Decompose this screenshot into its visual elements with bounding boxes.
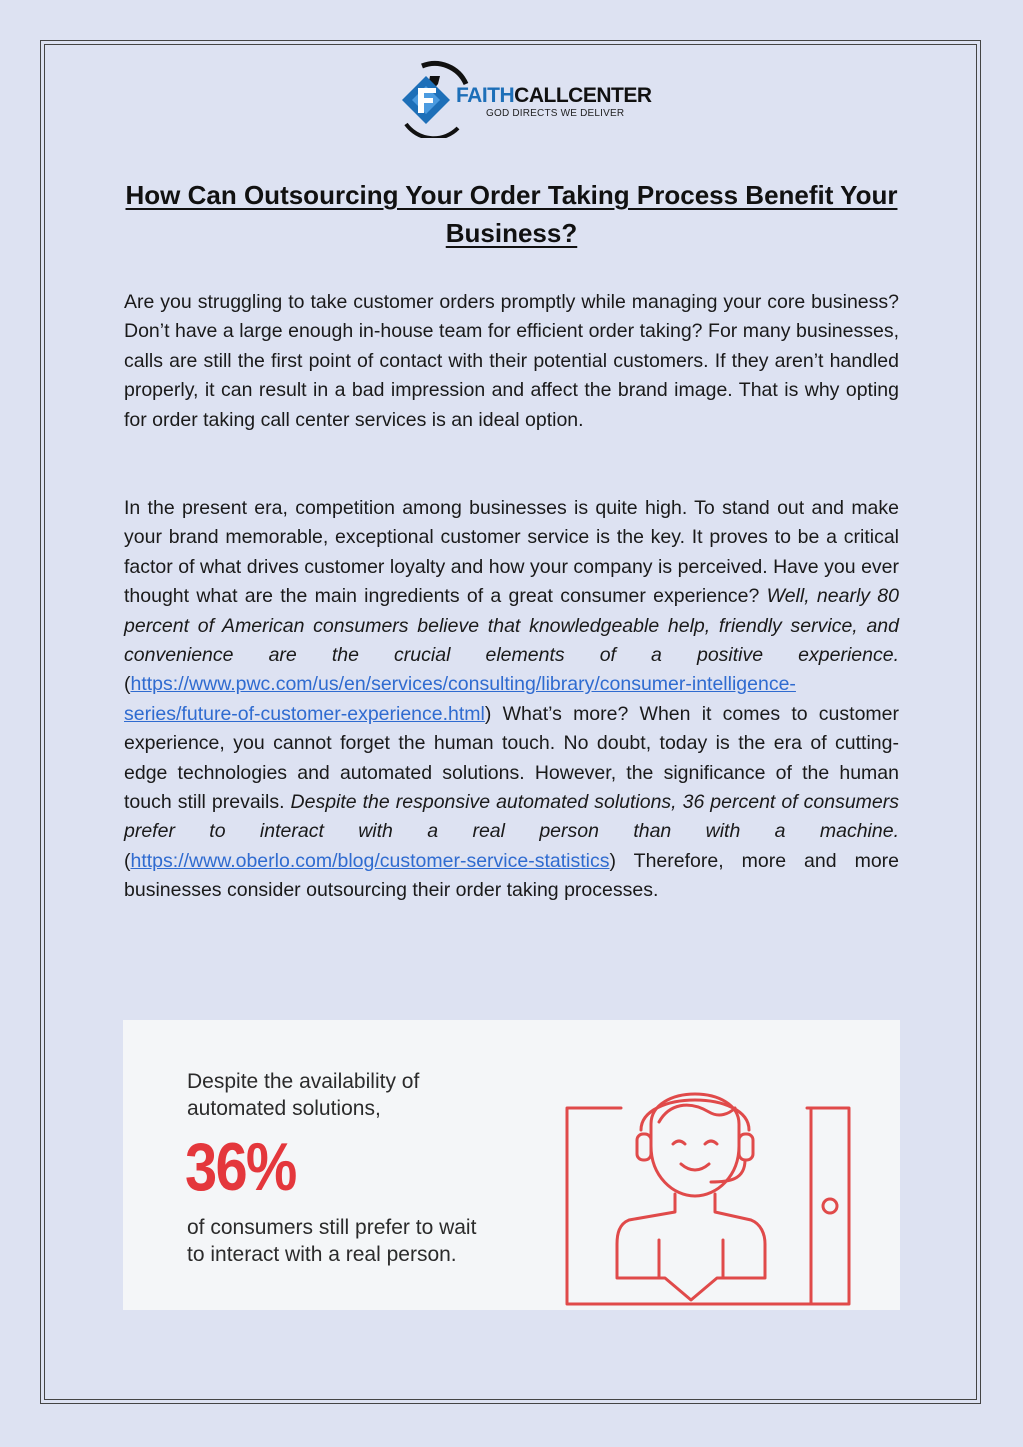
- paragraph-body-intro: In the present era, competition among businesses is quite high. To stand out and make your brand memorable, exceptional customer service is the key. It proves to be a critical factor of what drives customer loyalty and how your company is perceived. Have you ever thought what are the main ingredients of a great consumer experience?: [124, 497, 899, 608]
- logo-tagline: GOD DIRECTS WE DELIVER: [486, 108, 625, 119]
- quote-pwc-stat: Well, nearly 80 percent of American consumers believe that knowledgeable help, friendly service, and convenience are the crucial elements of a positive experience.: [124, 585, 899, 667]
- logo-brand-part1: FAITH: [456, 84, 515, 107]
- logo-brand-part2: CALLCENTER: [514, 84, 652, 107]
- infographic-stat: 36%: [185, 1129, 296, 1205]
- page-title: How Can Outsourcing Your Order Taking Process Benefit Your Business?: [125, 180, 898, 248]
- logo-brand-name: [456, 84, 652, 108]
- paragraph-body-closing: Therefore, more and more businesses consider outsourcing their order taking processes.: [124, 849, 900, 902]
- paragraph-body: In the present era, competition among businesses is quite high. To stand out and make your brand memorable, exceptional customer service is the key. It proves to be a critical factor of what drives customer loyalty and how your company is perceived. Have you ever thought what are the main ingredients of a great consumer experience? Well, nearly 80 percent of American consumers believe that knowledgeable help, friendly service, and convenience are the crucial elements of a positive experience. (https://www.pwc.com/us/en/services/consulting/library/consumer-intelligence-series/future-of-customer-experience.html) What’s more? When it comes to customer experience, you cannot forget the human touch. No doubt, today is the era of cutting-edge technologies and automated solutions. However, the significance of the human touch still prevails. Despite the responsive automated solutions, 36 percent of consumers prefer to interact with a real person than with a machine. (https://www.oberlo.com/blog/customer-service-statistics) Therefore, more and more businesses consider outsourcing their order taking processes.: [124, 497, 900, 902]
- oberlo-source-link[interactable]: https://www.oberlo.com/blog/customer-service-statistics: [130, 849, 610, 872]
- infographic: [123, 1020, 900, 1310]
- infographic-caption: of consumers still prefer to wait to interact with a real person.: [187, 1216, 477, 1266]
- pwc-source-link[interactable]: https://www.pwc.com/us/en/services/consulting/library/consumer-intelligence-series/future-of-customer-experience.html: [124, 673, 796, 725]
- paragraph-body-middle: What’s more? When it comes to customer experience, you cannot forget the human touch. No doubt, today is the era of cutting-edge technologies and automated solutions. However, the significance of the human touch still prevails.: [124, 702, 899, 814]
- infographic-intro: Despite the availability of automated solutions,: [187, 1070, 420, 1120]
- paragraph-intro: Are you struggling to take customer orders promptly while managing your core business? Don’t have a large enough in-house team for efficient order taking? For many businesses, calls are still the first point of contact with their potential customers. If they aren’t handled properly, it can result in a bad impression and affect the brand image. That is why opting for order taking call center services is an ideal option.: [124, 291, 899, 431]
- quote-oberlo-stat: Despite the responsive automated solutions, 36 percent of consumers prefer to interact with a real person than with a machine.: [124, 791, 900, 843]
- customer-support-agent-icon: [559, 1064, 859, 1308]
